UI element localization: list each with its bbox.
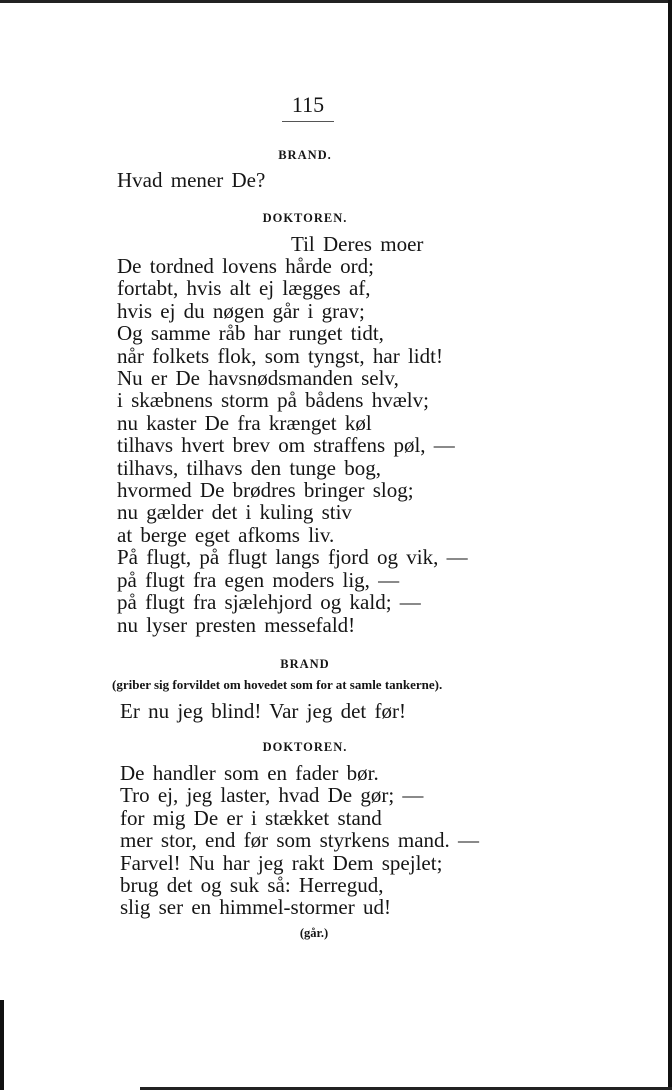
stage-direction-exit: (går.) xyxy=(299,926,329,940)
verse-line: Og samme råb har runget tidt, xyxy=(117,321,384,346)
verse-line: Farvel! Nu har jeg rakt Dem spejlet; xyxy=(120,850,443,875)
verse-line: hvormed De brødres bringer slog; xyxy=(117,478,414,503)
verse-line: På flugt, på flugt langs fjord og vik, — xyxy=(117,545,468,570)
scan-edge-top xyxy=(0,0,672,3)
stage-direction: (griber sig forvildet om hovedet som for at samle tankerne). xyxy=(112,677,443,692)
page-number-rule xyxy=(282,121,334,122)
verse-line: Hvad mener De? xyxy=(117,168,266,192)
speaker-doktoren: DOKTOREN. xyxy=(262,211,348,225)
verse-line: tilhavs hvert brev om straffens pøl, — xyxy=(117,433,455,458)
verse-line: på flugt fra sjælehjord og kald; — xyxy=(117,590,421,615)
verse-line: når folkets flok, som tyngst, har lidt! xyxy=(117,343,443,368)
verse-block-4 xyxy=(120,762,479,919)
speaker-doktoren: DOKTOREN. xyxy=(262,740,348,754)
verse-line: fortabt, hvis alt ej lægges af, xyxy=(117,276,371,301)
scan-edge-left xyxy=(0,1000,4,1090)
verse-block-3 xyxy=(120,700,406,722)
verse-line: tilhavs, tilhavs den tunge bog, xyxy=(117,455,381,480)
verse-line: Nu er De havsnødsmanden selv, xyxy=(117,366,399,391)
verse-line: for mig De er i stækket stand xyxy=(120,805,382,830)
verse-line: nu gælder det i kuling stiv xyxy=(117,500,352,525)
verse-line: brug det og suk så: Herregud, xyxy=(120,873,384,898)
verse-line: at berge eget afkoms liv. xyxy=(117,522,335,547)
verse-line: Tro ej, jeg laster, hvad De gør; — xyxy=(120,783,424,808)
verse-line: De tordned lovens hårde ord; xyxy=(117,254,374,278)
speaker-brand: BRAND xyxy=(280,657,330,671)
verse-line: hvis ej du nøgen går i grav; xyxy=(117,298,365,323)
verse-line: De handler som en fader bør. xyxy=(120,761,379,785)
verse-line: slig ser en himmel-stormer ud! xyxy=(120,895,391,920)
verse-line: nu kaster De fra krænget køl xyxy=(117,410,372,435)
verse-line: i skæbnens storm på bådens hvælv; xyxy=(117,388,429,413)
verse-line: på flugt fra egen moders lig, — xyxy=(117,567,400,592)
verse-line-continuation: Til Deres moer xyxy=(291,232,424,256)
scan-edge-right xyxy=(668,0,672,1090)
page-number: 115 xyxy=(291,92,325,117)
verse-line: nu lyser presten messefald! xyxy=(117,612,356,637)
verse-block-2 xyxy=(117,255,468,636)
verse-line: Er nu jeg blind! Var jeg det før! xyxy=(120,699,406,723)
verse-line: mer stor, end før som styrkens mand. — xyxy=(120,828,480,853)
verse-block-1 xyxy=(117,169,265,191)
speaker-brand: BRAND. xyxy=(278,148,332,162)
